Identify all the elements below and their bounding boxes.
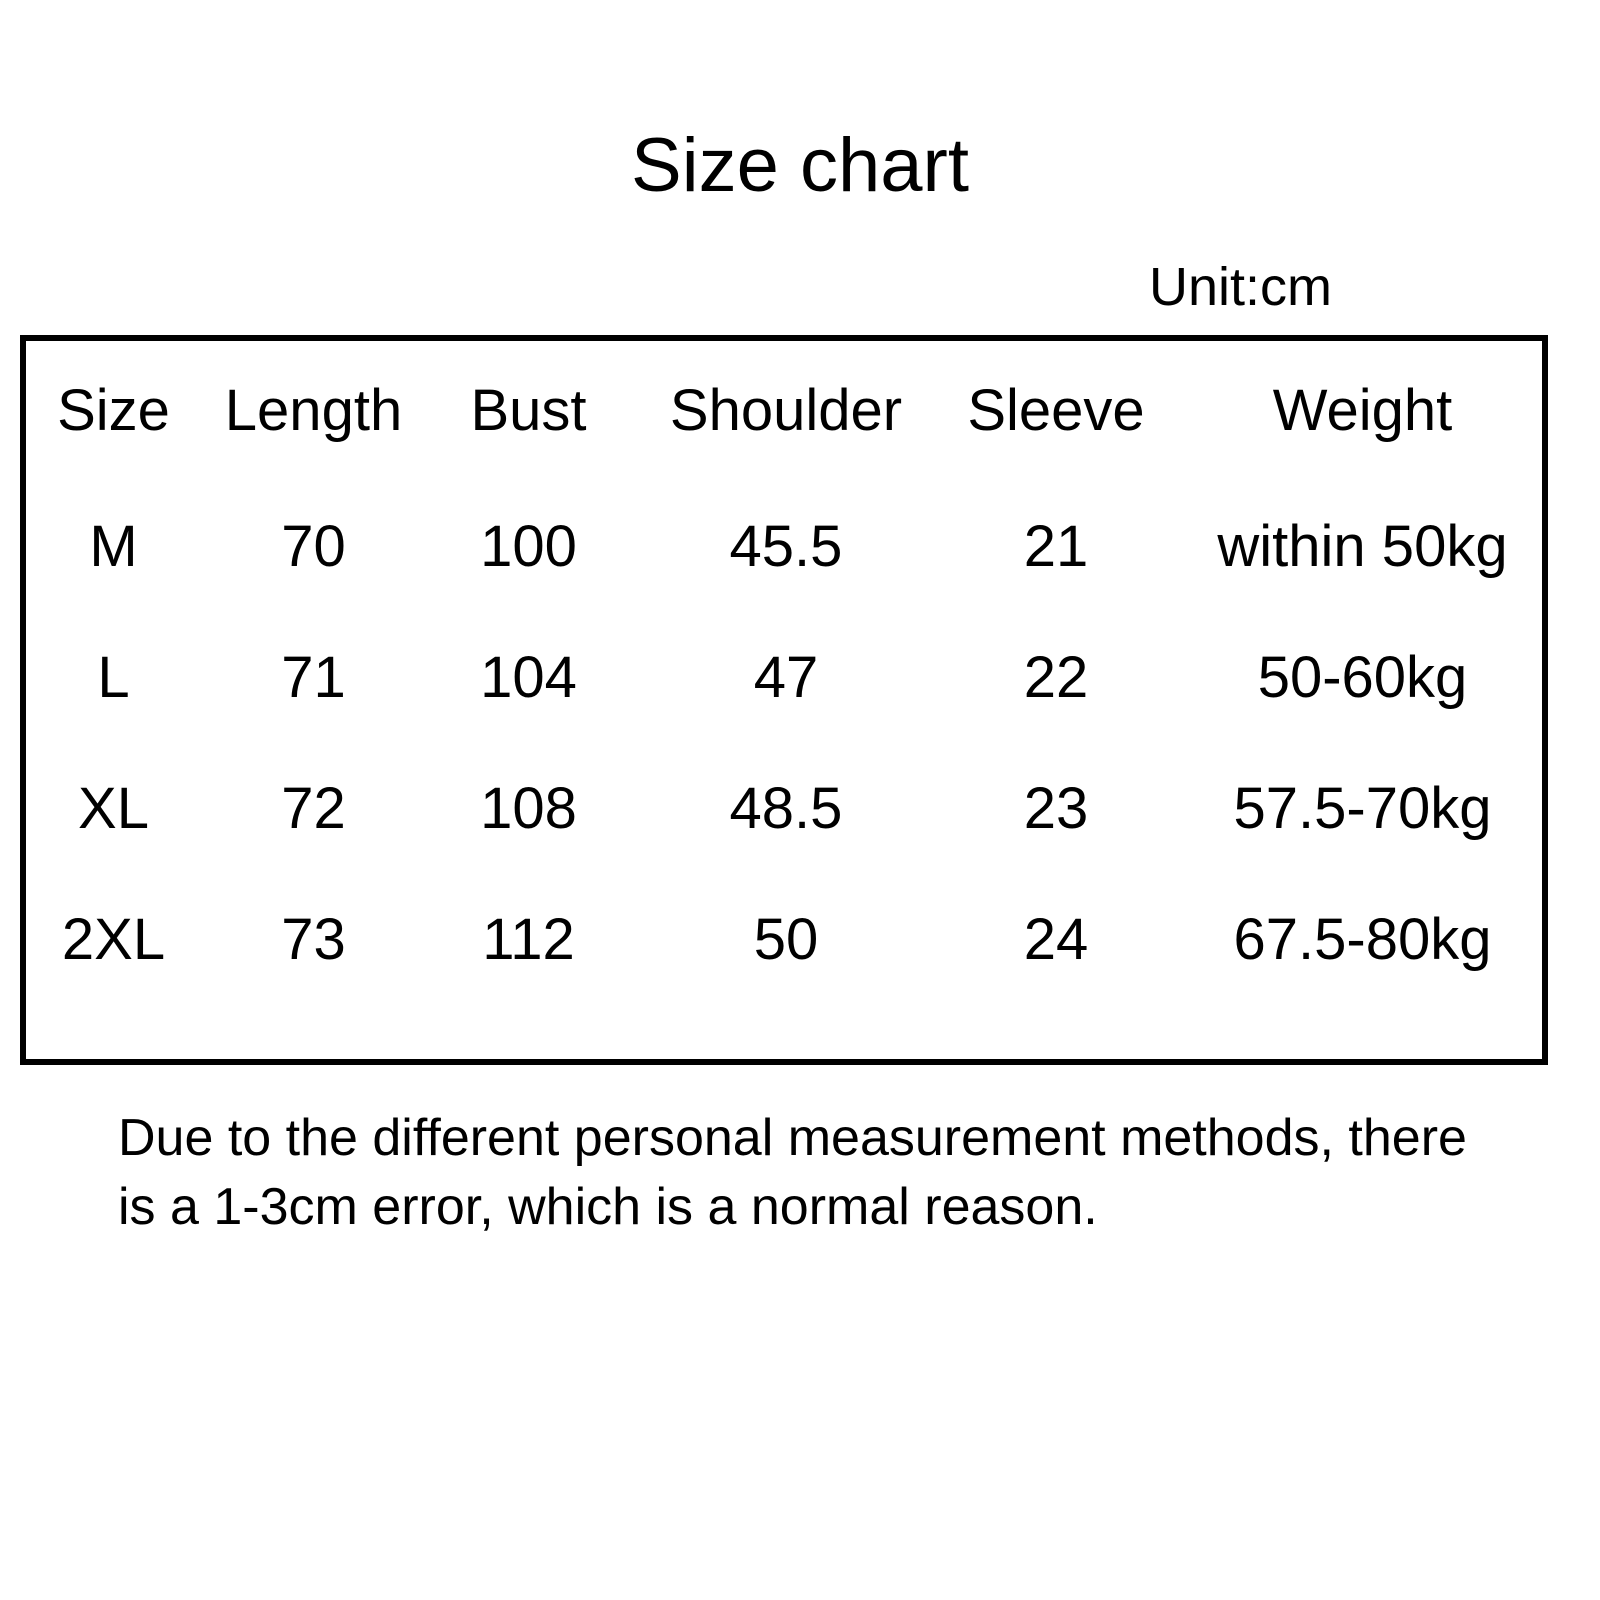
table-row	[26, 874, 1554, 1005]
cell-shoulder: 48.5	[729, 775, 843, 841]
cell-shoulder: 50	[753, 906, 819, 972]
table-row	[26, 743, 1554, 874]
cell-weight: 67.5-80kg	[1233, 906, 1492, 972]
cell-size: XL	[78, 775, 149, 841]
cell-shoulder: 45.5	[729, 513, 843, 579]
column-header-size: Size	[57, 378, 170, 443]
table-header-row	[26, 341, 1554, 481]
cell-length: 70	[281, 513, 346, 579]
size-table	[26, 341, 1554, 1005]
cell-shoulder: 47	[753, 644, 819, 710]
column-header-bust: Bust	[470, 378, 587, 443]
cell-bust: 100	[480, 513, 577, 579]
cell-size: 2XL	[61, 906, 166, 972]
cell-length: 72	[281, 775, 346, 841]
cell-weight: 57.5-70kg	[1233, 775, 1492, 841]
cell-size: L	[97, 644, 130, 710]
cell-sleeve: 21	[1023, 513, 1089, 579]
column-header-shoulder: Shoulder	[669, 378, 903, 443]
cell-weight: within 50kg	[1217, 513, 1508, 579]
cell-length: 71	[281, 644, 346, 710]
page-title: Size chart	[631, 123, 969, 208]
cell-sleeve: 22	[1023, 644, 1089, 710]
table-row	[26, 612, 1554, 743]
cell-bust: 108	[480, 775, 577, 841]
table-row	[26, 481, 1554, 612]
column-header-weight: Weight	[1272, 378, 1453, 443]
size-table-container	[20, 335, 1548, 1065]
cell-size: M	[89, 513, 138, 579]
cell-sleeve: 24	[1023, 906, 1089, 972]
cell-weight: 50-60kg	[1257, 644, 1468, 710]
cell-length: 73	[281, 906, 346, 972]
column-header-sleeve: Sleeve	[967, 378, 1145, 443]
unit-label: Unit:cm	[1148, 257, 1332, 317]
measurement-note: Due to the different personal measurement methods, there is a 1-3cm error, which is a normal reason.	[118, 1109, 1467, 1236]
cell-bust: 104	[480, 644, 577, 710]
column-header-length: Length	[224, 378, 403, 443]
cell-sleeve: 23	[1023, 775, 1089, 841]
cell-bust: 112	[482, 906, 575, 972]
